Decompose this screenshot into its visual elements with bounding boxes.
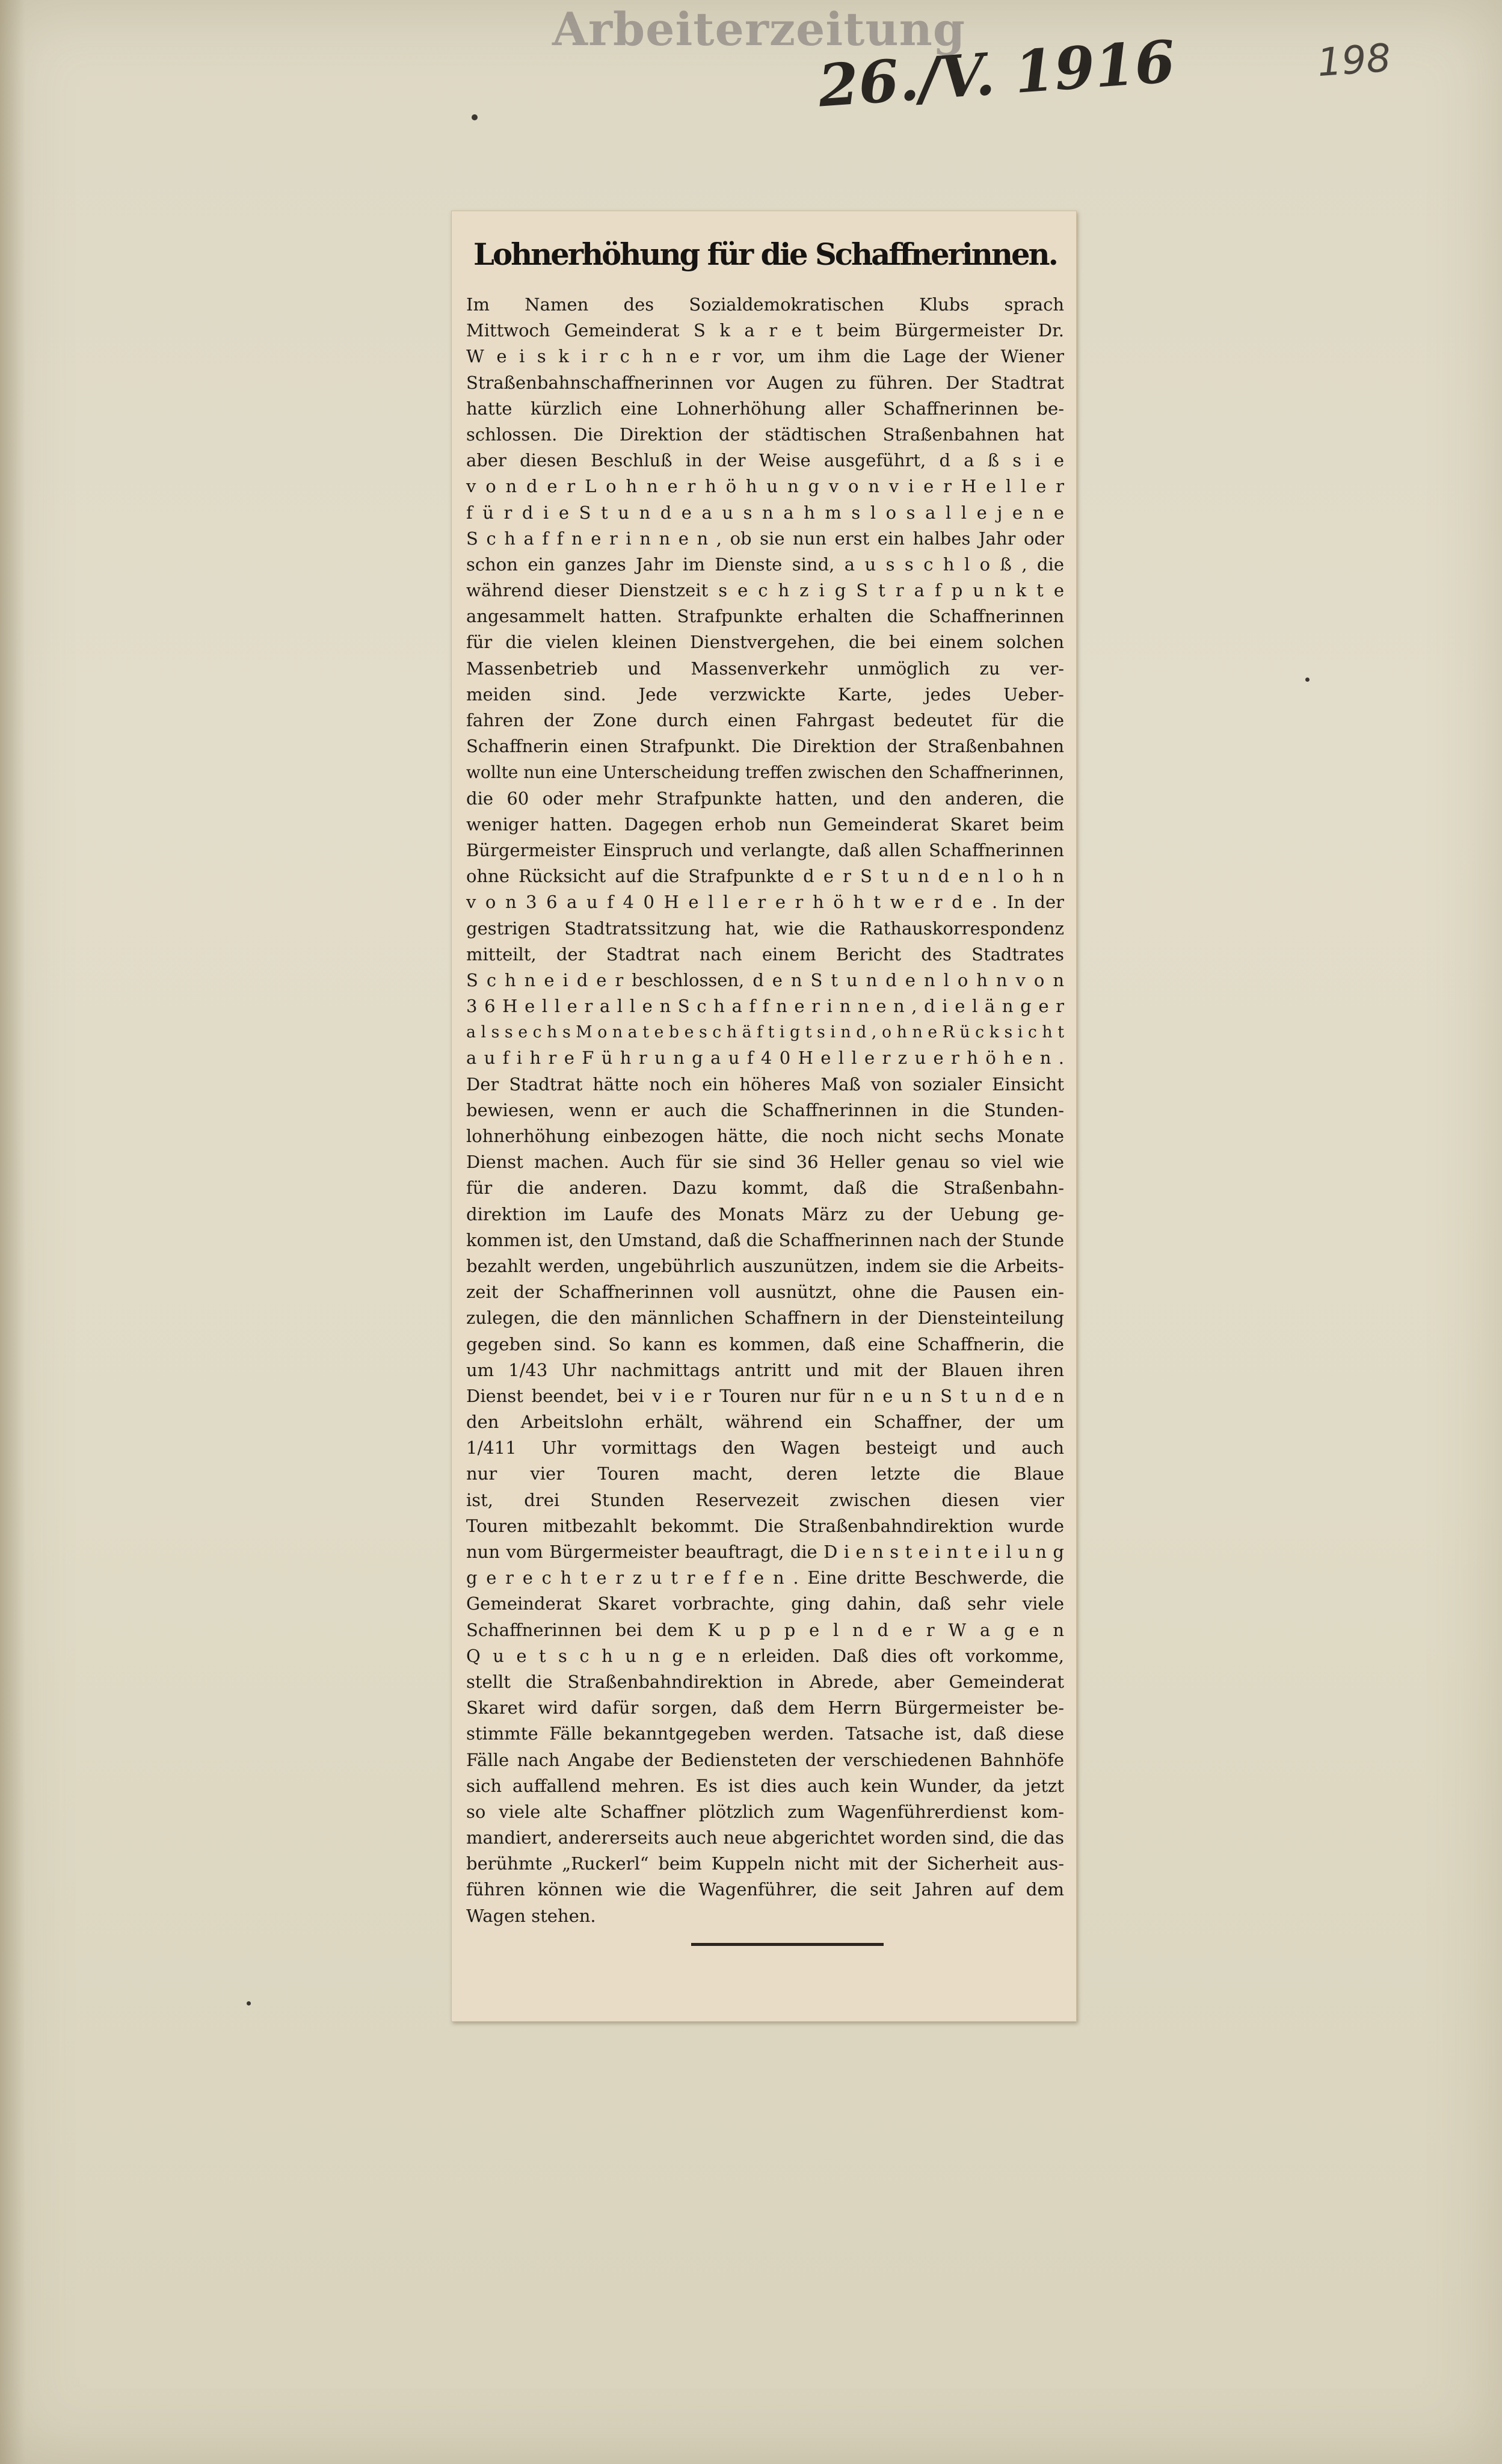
article-body (466, 292, 1064, 1929)
article-line: Touren mitbezahlt bekommt. Die Straßenbahndirektion wurde (466, 1515, 1064, 1536)
article-line: hatte kürzlich eine Lohnerhöhung aller Schaffnerinnen be- (466, 398, 1064, 419)
article-line: meiden sind. Jede verzwickte Karte, jedes Ueber- (466, 684, 1064, 705)
article-line: v o n 3 6 a u f 4 0 H e l l e r e r h ö h t w e r d e . In der (466, 892, 1064, 913)
article-line: Straßenbahnschaffnerinnen vor Augen zu führen. Der Stadtrat (466, 372, 1064, 393)
article-line: die 60 oder mehr Strafpunkte hatten, und den anderen, die (466, 788, 1064, 809)
article-line: g e r e c h t e r z u t r e f f e n . Eine dritte Beschwerde, die (466, 1567, 1064, 1589)
article-line: zulegen, die den männlichen Schaffnern in der Diensteinteilung (466, 1308, 1064, 1329)
article-line: angesammelt hatten. Strafpunkte erhalten die Schaffnerinnen (466, 606, 1064, 627)
article-line: v o n d e r L o h n e r h ö h u n g v o n v i e r H e l l e r (466, 476, 1064, 497)
handwritten-date: 26./V. 1916 (816, 27, 1178, 120)
article-line: mitteilt, der Stadtrat nach einem Bericht des Stadtrates (466, 943, 1064, 965)
article-line: kommen ist, den Umstand, daß die Schaffnerinnen nach der Stunde (466, 1229, 1064, 1250)
article-line: gestrigen Stadtratssitzung hat, wie die Rathauskorrespondenz (466, 918, 1064, 939)
article-line: Bürgermeister Einspruch und verlangte, daß allen Schaffnerinnen (466, 839, 1064, 860)
article-line: S c h n e i d e r beschlossen, d e n S t u n d e n l o h n v o n (466, 969, 1064, 990)
article-line: Dienst beendet, bei v i e r Touren nur für n e u n S t u n d e n (466, 1385, 1064, 1406)
article-line: den Arbeitslohn erhält, während ein Schaffner, der um (466, 1412, 1064, 1433)
article-line: Massenbetrieb und Massenverkehr unmöglich zu ver- (466, 658, 1064, 679)
article-line: so viele alte Schaffner plötzlich zum Wagenführerdienst kom- (466, 1801, 1064, 1822)
article-line: sich auffallend mehren. Es ist dies auch kein Wunder, da jetzt (466, 1775, 1064, 1796)
paper-edge-shadow (0, 0, 25, 2464)
article-line: f ü r d i e S t u n d e a u s n a h m s l o s a l l e j e n e (466, 502, 1064, 523)
article-line: schon ein ganzes Jahr im Dienste sind, a u s s c h l o ß , die (466, 554, 1064, 575)
article-line: berühmte „Ruckerl“ beim Kuppeln nicht mit der Sicherheit aus- (466, 1853, 1064, 1874)
article-line: für die anderen. Dazu kommt, daß die Straßenbahn- (466, 1178, 1064, 1199)
article-line: Dienst machen. Auch für sie sind 36 Heller genau so viel wie (466, 1152, 1064, 1173)
article-line: Wagen stehen. (466, 1905, 596, 1926)
article-line: direktion im Laufe des Monats März zu der Uebung ge- (466, 1203, 1064, 1224)
article-line: bewiesen, wenn er auch die Schaffnerinnen in die Stunden- (466, 1099, 1064, 1120)
article-line: weniger hatten. Dagegen erhob nun Gemeinderat Skaret beim (466, 814, 1064, 835)
article-line: Q u e t s c h u n g e n erleiden. Daß dies oft vorkomme, (466, 1645, 1064, 1666)
article-line: stellt die Straßenbahndirektion in Abrede, aber Gemeinderat (466, 1671, 1064, 1692)
article-line: a l s s e c h s M o n a t e b e s c h ä f t i g t s i n d , o h n e R ü c k s i c h t (466, 1023, 1064, 1042)
article-line: Der Stadtrat hätte noch ein höheres Maß von sozialer Einsicht (466, 1073, 1064, 1095)
article-line: 1/411 Uhr vormittags den Wagen besteigt und auch (466, 1437, 1064, 1459)
ink-dot (1305, 678, 1310, 682)
article-line: ist, drei Stunden Reservezeit zwischen diesen vier (466, 1489, 1064, 1510)
article-line: Im Namen des Sozialdemokratischen Klubs sprach (466, 294, 1064, 315)
page-number: 198 (1316, 36, 1393, 86)
article-line: a u f i h r e F ü h r u n g a u f 4 0 H e l l e r z u e r h ö h e n . (466, 1048, 1064, 1069)
article-line: Skaret wird dafür sorgen, daß dem Herrn Bürgermeister be- (466, 1697, 1064, 1718)
ink-dot (247, 2001, 251, 2005)
article-line: aber diesen Beschluß in der Weise ausgeführt, d a ß s i e (466, 450, 1064, 471)
article-line: stimmte Fälle bekanntgegeben werden. Tatsache ist, daß diese (466, 1723, 1064, 1744)
article-line: wollte nun eine Unterscheidung treffen zwischen den Schaffnerinnen, (466, 762, 1064, 783)
article-line: 3 6 H e l l e r a l l e n S c h a f f n e r i n n e n , d i e l ä n g e r (466, 996, 1064, 1017)
article-line: um 1/43 Uhr nachmittags antritt und mit der Blauen ihren (466, 1359, 1064, 1380)
article-line: lohnerhöhung einbezogen hätte, die noch nicht sechs Monate (466, 1126, 1064, 1146)
article-line: nun vom Bürgermeister beauftragt, die D i e n s t e i n t e i l u n g (466, 1542, 1064, 1562)
article-line: fahren der Zone durch einen Fahrgast bedeutet für die (466, 710, 1064, 730)
article-line: W e i s k i r c h n e r vor, um ihm die Lage der Wiener (466, 346, 1064, 367)
newspaper-stamp: Arbeiterzeitung (552, 2, 966, 56)
article-title: Lohnerhöhung für die Schaffnerinnen. (473, 236, 1057, 272)
end-rule (691, 1943, 884, 1946)
article-line: bezahlt werden, ungebührlich auszunützen, indem sie die Arbeits- (466, 1255, 1064, 1276)
article-line: Gemeinderat Skaret vorbrachte, ging dahin, daß sehr viele (466, 1593, 1064, 1614)
article-line: Schaffnerin einen Strafpunkt. Die Direktion der Straßenbahnen (466, 736, 1064, 757)
article-line: zeit der Schaffnerinnen voll ausnützt, ohne die Pausen ein- (466, 1282, 1064, 1303)
article-line: mandiert, andererseits auch neue abgerichtet worden sind, die das (466, 1827, 1064, 1848)
article-line: Mittwoch Gemeinderat S k a r e t beim Bürgermeister Dr. (466, 320, 1064, 341)
article-line: Fälle nach Angabe der Bediensteten der verschiedenen Bahnhöfe (466, 1749, 1064, 1770)
article-line: ohne Rücksicht auf die Strafpunkte d e r S t u n d e n l o h n (466, 866, 1064, 887)
article-line: gegeben sind. So kann es kommen, daß eine Schaffnerin, die (466, 1333, 1064, 1354)
article-line: während dieser Dienstzeit s e c h z i g S t r a f p u n k t e (466, 580, 1064, 601)
article-line: Schaffnerinnen bei dem K u p p e l n d e r W a g e n (466, 1619, 1064, 1640)
article-line: nur vier Touren macht, deren letzte die Blaue (466, 1463, 1064, 1484)
ink-dot (472, 114, 478, 120)
article-line: schlossen. Die Direktion der städtischen Straßenbahnen hat (466, 424, 1064, 445)
newspaper-clipping (451, 211, 1077, 2022)
article-line: für die vielen kleinen Dienstvergehen, die bei einem solchen (466, 632, 1064, 653)
article-line: S c h a f f n e r i n n e n , ob sie nun erst ein halbes Jahr oder (466, 528, 1064, 549)
article-line: führen können wie die Wagenführer, die seit Jahren auf dem (466, 1879, 1064, 1900)
